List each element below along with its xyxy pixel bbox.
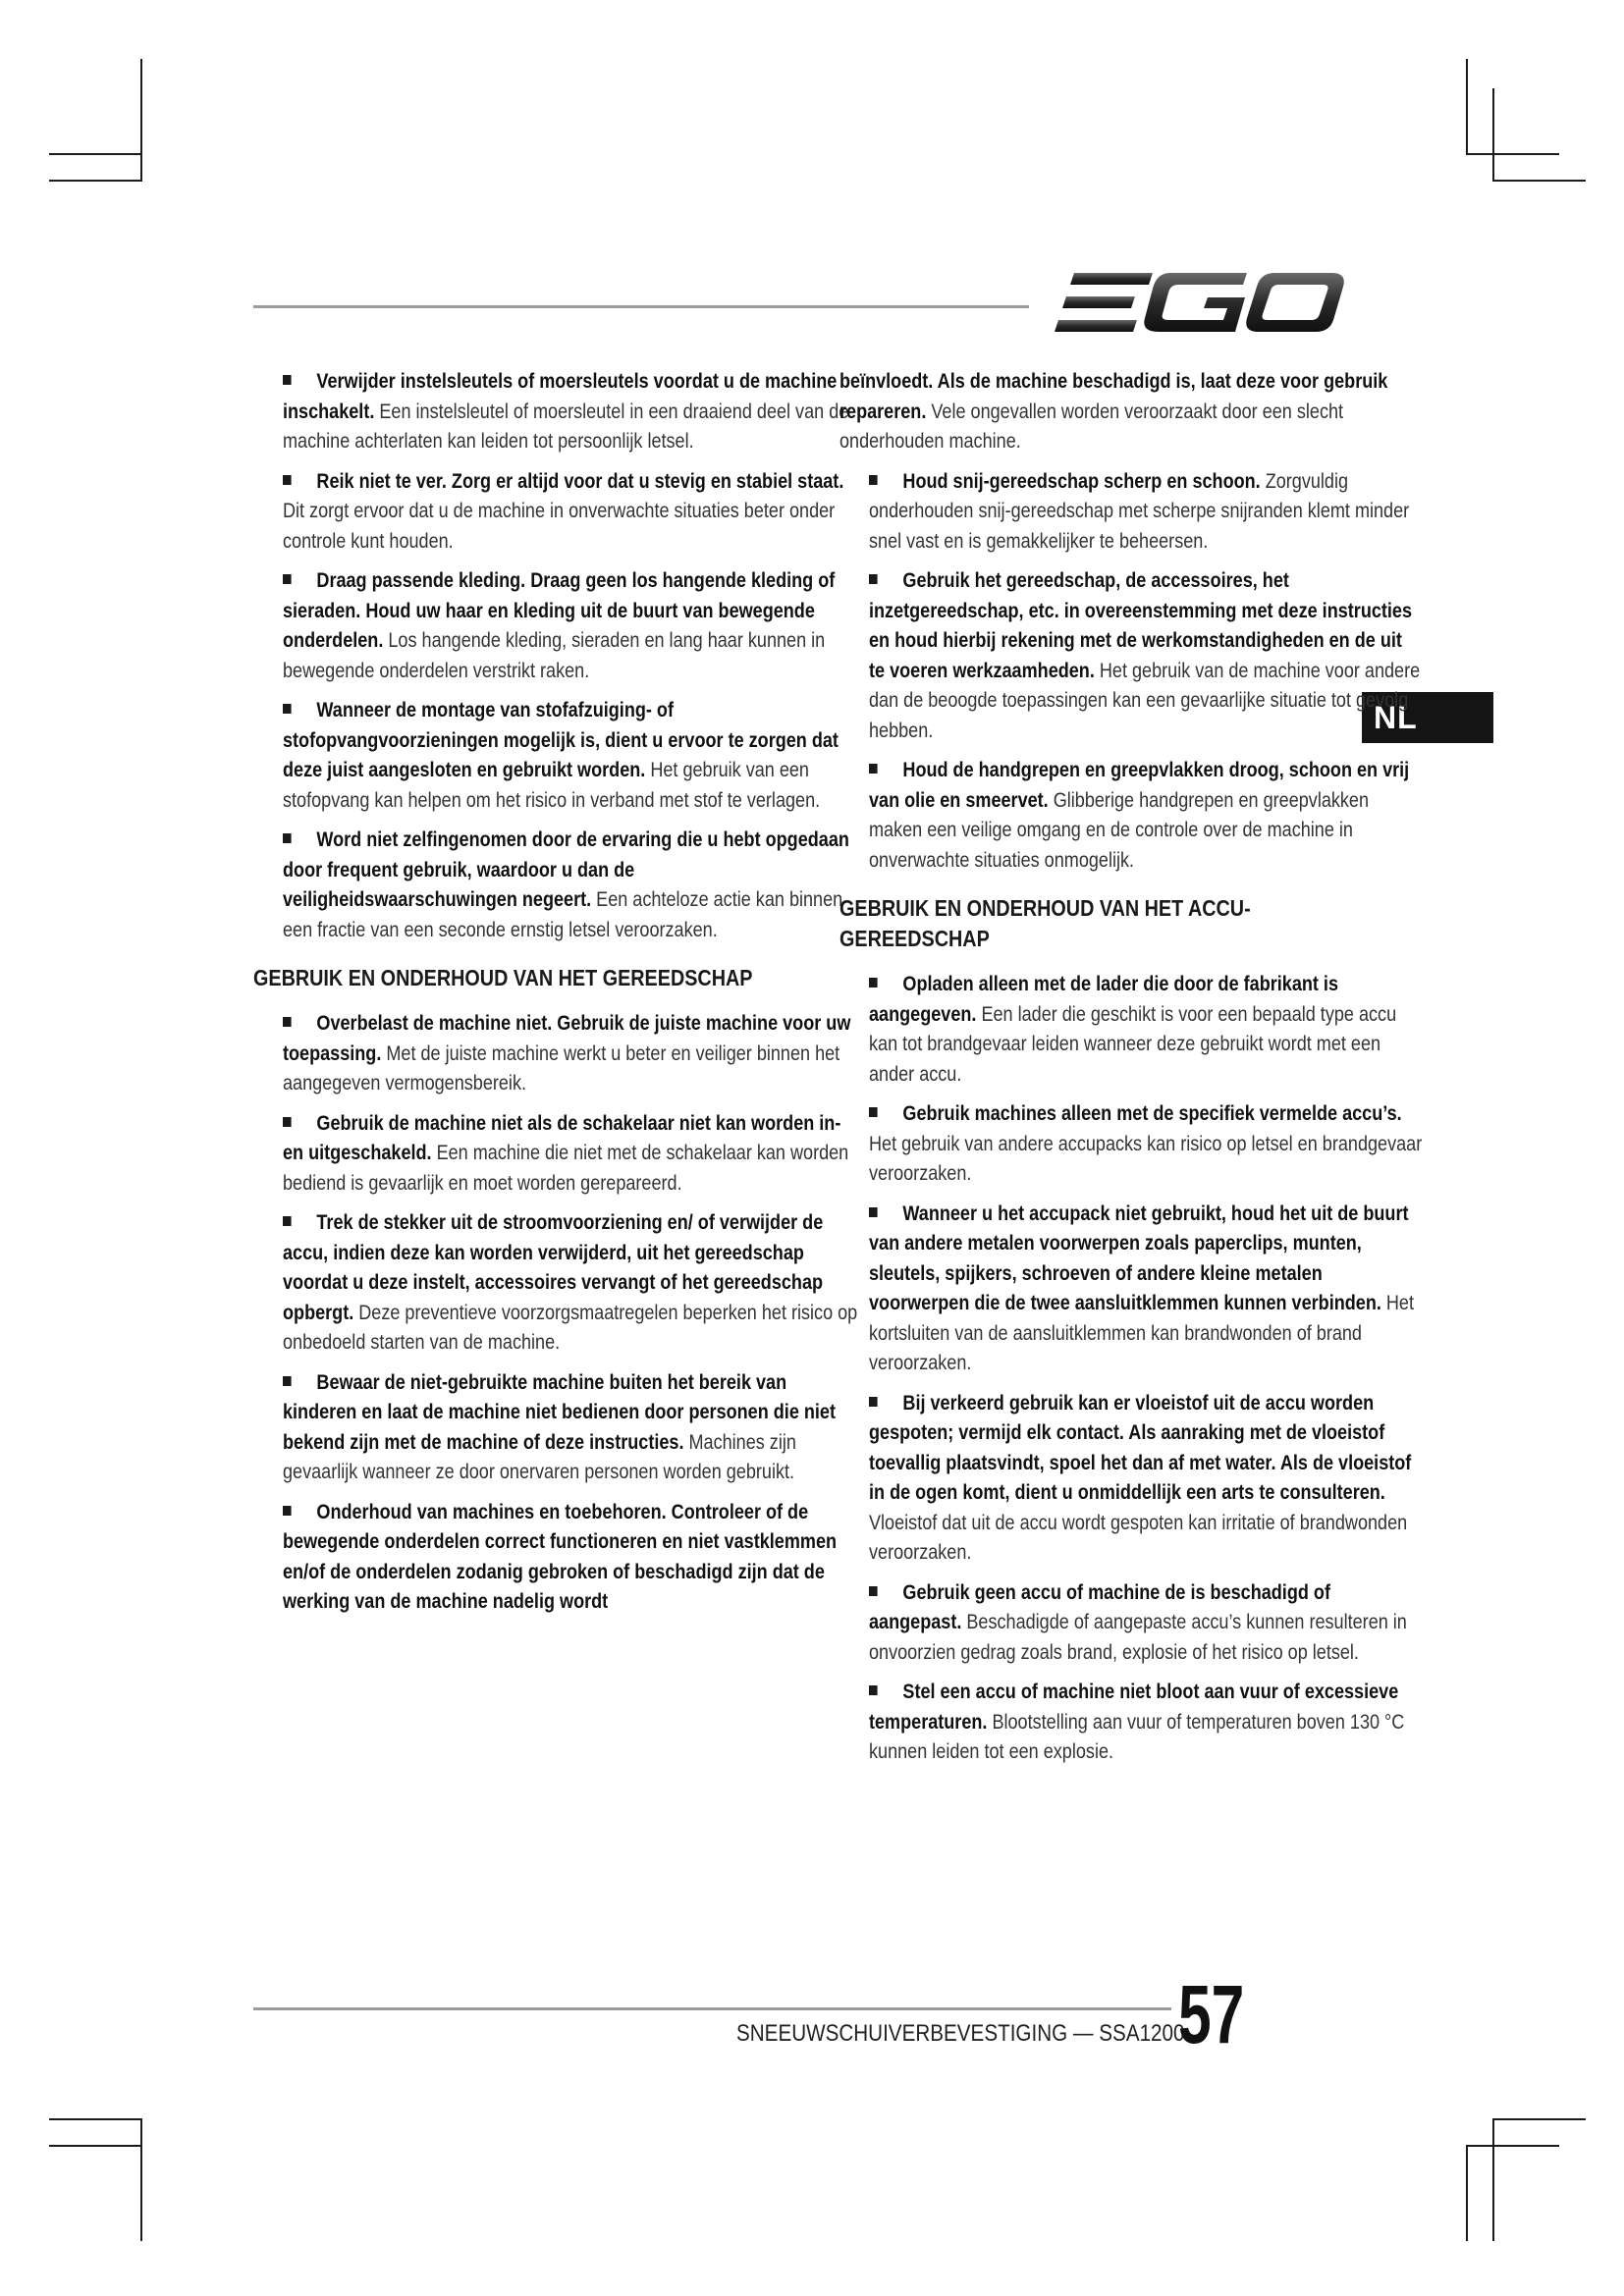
bullet-icon bbox=[283, 833, 292, 843]
crop-mark bbox=[1492, 180, 1586, 182]
list-item: Stel een accu of machine niet bloot aan vuur of excessieve temperaturen. Blootstelling aan vuur of temperaturen boven 130 °C kunnen leiden tot een explosie. bbox=[869, 1681, 1405, 1763]
crop-mark bbox=[1466, 153, 1559, 155]
crop-mark bbox=[1466, 59, 1468, 154]
list-item: Houd snij-gereedschap scherp en schoon. Zorgvuldig onderhouden snij-gereedschap met scherpe snijranden klemt minder snel vast en is gemakkelijker te beheersen. bbox=[869, 469, 1410, 553]
list-item: Overbelast de machine niet. Gebruik de juiste machine voor uw toepassing. Met de juiste machine werkt u beter en veiliger binnen het aangegeven vermogensbereik. bbox=[283, 1012, 851, 1095]
crop-mark bbox=[1466, 2145, 1468, 2241]
section-heading: GEBRUIK EN ONDERHOUD VAN HET ACCU-GEREEDSCHAP bbox=[839, 895, 1251, 951]
footer-rule bbox=[253, 2007, 1171, 2010]
list-item: Bewaar de niet-gebruikte machine buiten het bereik van kinderen en laat de machine niet bedienen door personen die niet bekend zijn met de machine of deze instructies. Machines zijn gevaarlijk wanneer ze door onervaren personen worden gebruikt. bbox=[283, 1370, 836, 1483]
list-item: Wanneer de montage van stofafzuiging- of stofopvangvoorzieningen mogelijk is, dient u ervoor te zorgen dat deze juist aangesloten en gebruikt worden. Het gebruik van een stofopvang kan helpen om het risico in verband met stof te verlagen. bbox=[283, 699, 839, 812]
left-column bbox=[253, 367, 858, 1628]
bullet-icon bbox=[283, 1017, 292, 1027]
crop-mark bbox=[49, 180, 142, 182]
list-item-continuation: beïnvloedt. Als de machine beschadigd is, laat deze voor gebruik repareren. Vele ongevallen worden veroorzaakt door een slecht onderhouden machine. bbox=[839, 370, 1388, 453]
footer-title: SNEEUWSCHUIVERBEVESTIGING — SSA1200 bbox=[736, 2020, 1185, 2047]
list-item: Word niet zelfingenomen door de ervaring die u hebt opgedaan door frequent gebruik, waardoor u dan de veiligheidswaarschuwingen negeert. Een achteloze actie kan binnen een fractie van een seconde ernstig letsel veroorzaken. bbox=[283, 828, 849, 941]
list-item: Opladen alleen met de lader die door de fabrikant is aangegeven. Een lader die geschikt is voor een bepaald type accu kan tot brandgevaar leiden wanneer deze gebruikt wordt met een ander accu. bbox=[869, 973, 1397, 1086]
list-item: Gebruik het gereedschap, de accessoires, het inzetgereedschap, etc. in overeenstemming met deze instructies en houd hierbij rekening met de werkomstandigheden en de uit te voeren werkzaamheden. Het gebruik van de machine voor andere dan de beoogde toepassingen kan een gevaarlijke situatie tot gevolg hebben. bbox=[869, 569, 1421, 742]
bullet-icon bbox=[869, 1107, 878, 1117]
page-number: 57 bbox=[1178, 1968, 1245, 2060]
list-item: Gebruik de machine niet als de schakelaar niet kan worden in- en uitgeschakeld. Een machine die niet met de schakelaar kan worden bediend is gevaarlijk en moet worden gerepareerd. bbox=[283, 1111, 849, 1195]
crop-mark bbox=[1492, 2118, 1586, 2120]
list-item: Onderhoud van machines en toebehoren. Controleer of de bewegende onderdelen correct functioneren en niet vastklemmen en/of de onderdelen zodanig gebroken of beschadigd zijn dat de werking van de machine nadelig wordt bbox=[283, 1500, 838, 1613]
list-item: Bij verkeerd gebruik kan er vloeistof uit de accu worden gespoten; vermijd elk contact. Als aanraking met de vloeistof toevallig plaatsvindt, spoel het dan af met water. Als de vloeistof in de ogen komt, dient u onmiddellijk een arts te consulteren. Vloeistof dat uit de accu wordt gespoten kan irritatie of brandwonden veroorzaken. bbox=[869, 1391, 1412, 1564]
list-item: Gebruik geen accu of machine de is beschadigd of aangepast. Beschadigde of aangepaste accu’s kunnen resulteren in onvoorzien gedrag zoals brand, explosie of het risico op letsel. bbox=[869, 1580, 1407, 1664]
crop-mark bbox=[49, 2118, 142, 2120]
bullet-icon bbox=[869, 764, 878, 774]
bullet-icon bbox=[283, 1376, 292, 1386]
crop-mark bbox=[1492, 88, 1494, 182]
bullet-icon bbox=[869, 1685, 878, 1695]
crop-mark bbox=[1466, 2145, 1559, 2147]
bullet-icon bbox=[869, 574, 878, 584]
right-column bbox=[839, 367, 1423, 1778]
bullet-icon bbox=[283, 574, 292, 584]
list-item: Gebruik machines alleen met de specifiek vermelde accu’s. Het gebruik van andere accupacks kan risico op letsel en brandgevaar veroorzaken. bbox=[869, 1102, 1423, 1185]
list-item: Houd de handgrepen en greepvlakken droog, schoon en vrij van olie en smeervet. Glibberige handgrepen en greepvlakken maken een veilige omgang en de controle over de machine in onverwachte situaties onmogelijk. bbox=[869, 759, 1410, 872]
crop-mark bbox=[49, 153, 142, 155]
list-item: Reik niet te ver. Zorg er altijd voor dat u stevig en stabiel staat. Dit zorgt ervoor dat u de machine in onverwachte situaties beter onder controle kunt houden. bbox=[283, 469, 844, 553]
language-tab: NL bbox=[1362, 692, 1493, 743]
bullet-icon bbox=[869, 475, 878, 485]
bullet-icon bbox=[869, 1586, 878, 1596]
bullet-icon bbox=[283, 375, 292, 385]
bullet-icon bbox=[283, 1216, 292, 1226]
bullet-icon bbox=[283, 1506, 292, 1516]
header-rule bbox=[253, 305, 1029, 308]
bullet-icon bbox=[283, 704, 292, 714]
list-item: Verwijder instelsleutels of moersleutels voordat u de machine inschakelt. Een instelsleutel of moersleutel in een draaiend deel van de machine achterlaten kan leiden tot persoonlijk letsel. bbox=[283, 370, 849, 453]
crop-mark bbox=[140, 59, 142, 182]
section-heading: GEBRUIK EN ONDERHOUD VAN HET GEREEDSCHAP bbox=[253, 965, 753, 990]
bullet-icon bbox=[283, 475, 292, 485]
ego-logo bbox=[1051, 265, 1345, 342]
list-item: Draag passende kleding. Draag geen los hangende kleding of sieraden. Houd uw haar en kleding uit de buurt van bewegende onderdelen. Los hangende kleding, sieraden en lang haar kunnen in bewegende onderdelen verstrikt raken. bbox=[283, 569, 836, 682]
bullet-icon bbox=[869, 1397, 878, 1407]
list-item: Wanneer u het accupack niet gebruikt, houd het uit de buurt van andere metalen voorwerpen zoals paperclips, munten, sleutels, spijkers, schroeven of andere kleine metalen voorwerpen die de twee aansluitklemmen kunnen verbinden. Het kortsluiten van de aansluitklemmen kan brandwonden of brand veroorzaken. bbox=[869, 1201, 1414, 1374]
bullet-icon bbox=[869, 978, 878, 988]
list-item: Trek de stekker uit de stroomvoorziening en/ of verwijder de accu, indien deze kan worden verwijderd, uit het gereedschap voordat u deze instelt, accessoires vervangt of het gereedschap opbergt. Deze preventieve voorzorgsmaatregelen beperken het risico op onbedoeld starten van de machine. bbox=[283, 1211, 858, 1354]
bullet-icon bbox=[869, 1207, 878, 1217]
crop-mark bbox=[49, 2145, 142, 2147]
crop-mark bbox=[1492, 2118, 1494, 2241]
bullet-icon bbox=[283, 1117, 292, 1127]
crop-mark bbox=[140, 2118, 142, 2241]
